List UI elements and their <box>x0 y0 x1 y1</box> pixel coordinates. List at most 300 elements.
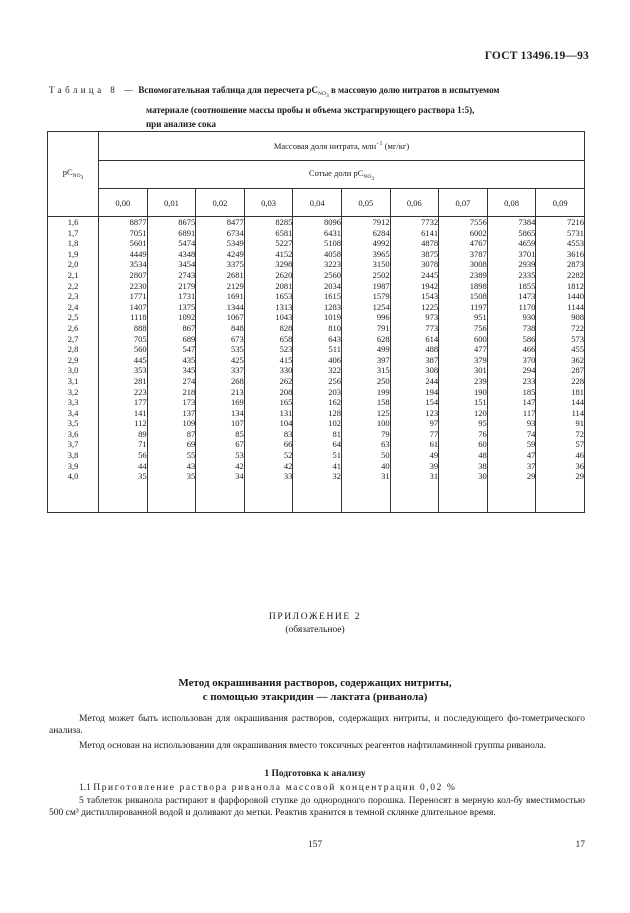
table-cell: 151 <box>474 397 487 408</box>
table-cell: 370 <box>522 354 536 365</box>
table-cell: 2560 <box>323 269 341 280</box>
table-cell: 756 <box>474 322 487 333</box>
table-cell: 3,3 <box>67 397 79 408</box>
table-cell: 445 <box>133 354 147 365</box>
table-cell: 2,1 <box>67 269 79 280</box>
table-cell: 114 <box>571 407 584 418</box>
table-cell: 308 <box>425 365 439 376</box>
table-cell: 2,3 <box>67 291 79 302</box>
table-cell: 181 <box>571 386 584 397</box>
table-cell: 2,8 <box>67 344 79 355</box>
table-cell: 29 <box>575 471 584 482</box>
table-cell: 48 <box>478 450 487 461</box>
caption-sub: NO3 <box>317 91 329 99</box>
table-cell: 2034 <box>323 280 341 291</box>
table-cell: 67 <box>235 439 244 450</box>
table-label: Таблица 8 — <box>49 85 137 95</box>
values-column <box>244 217 293 513</box>
table-cell: 1344 <box>226 301 244 312</box>
caption-line-3: при анализе сока <box>146 119 217 129</box>
table-cell: 791 <box>376 322 390 333</box>
table-cell: 3,9 <box>67 460 79 471</box>
table-cell: 573 <box>571 333 584 344</box>
table-cell: 600 <box>474 333 487 344</box>
table-cell: 3,0 <box>67 365 79 376</box>
table-cell: 30 <box>478 471 487 482</box>
table-cell: 83 <box>283 428 293 439</box>
table-cell: 6284 <box>372 227 390 238</box>
table-cell: 1,9 <box>67 248 79 259</box>
table-cell: 3008 <box>469 259 487 270</box>
table-cell: 2939 <box>518 259 536 270</box>
table-cell: 1855 <box>518 280 536 291</box>
table-cell: 2179 <box>178 280 196 291</box>
appendix-subtitle: (обязательное) <box>285 625 345 635</box>
table-cell: 2681 <box>226 269 244 280</box>
col-header: 0,07 <box>439 189 488 217</box>
table-cell: 42 <box>283 460 293 471</box>
table-cell: 1118 <box>130 312 147 323</box>
table-cell: 32 <box>332 471 341 482</box>
table-cell: 41 <box>332 460 341 471</box>
table-cell: 56 <box>138 450 147 461</box>
table-cell: 2,2 <box>67 280 79 291</box>
row-labels-column <box>48 217 99 513</box>
col-header: 0,01 <box>147 189 196 217</box>
table-cell: 8877 <box>129 217 147 227</box>
table-cell: 867 <box>182 322 196 333</box>
table-cell: 3701 <box>518 248 536 259</box>
table-cell: 3875 <box>421 248 439 259</box>
table-cell: 37 <box>526 460 536 471</box>
table-cell: 42 <box>235 460 244 471</box>
table-cell: 337 <box>231 365 244 376</box>
table-cell: 35 <box>186 471 196 482</box>
table-cell: 1691 <box>226 291 244 302</box>
table-cell: 301 <box>474 365 487 376</box>
table-cell: 330 <box>279 365 293 376</box>
table-cell: 169 <box>231 397 244 408</box>
table-cell: 8285 <box>275 217 293 227</box>
table-cell: 173 <box>182 397 196 408</box>
table-cell: 128 <box>328 407 341 418</box>
table-cell: 81 <box>332 428 341 439</box>
table-cell: 738 <box>522 322 536 333</box>
table-cell: 274 <box>182 375 196 386</box>
table-cell: 97 <box>429 418 439 429</box>
col-header: 0,03 <box>244 189 293 217</box>
table-cell: 930 <box>522 312 536 323</box>
table-cell: 379 <box>474 354 487 365</box>
col-header: 0,06 <box>390 189 439 217</box>
table-cell: 244 <box>425 375 439 386</box>
table-cell: 1543 <box>421 291 439 302</box>
table-cell: 60 <box>478 439 487 450</box>
table-cell: 199 <box>376 386 390 397</box>
table-cell: 137 <box>182 407 196 418</box>
table-cell: 3,7 <box>67 439 79 450</box>
table-cell: 4058 <box>323 248 341 259</box>
table-cell: 2,7 <box>67 333 79 344</box>
table-cell: 63 <box>381 439 390 450</box>
table-cell: 2335 <box>518 269 536 280</box>
table-cell: 2129 <box>226 280 244 291</box>
table-cell: 5865 <box>518 227 536 238</box>
table-cell: 7912 <box>372 217 390 227</box>
table-cell: 3298 <box>275 259 293 270</box>
table-cell: 7732 <box>421 217 439 227</box>
table-cell: 5349 <box>226 238 244 249</box>
table-cell: 55 <box>186 450 196 461</box>
table-cell: 185 <box>522 386 536 397</box>
table-cell: 4,0 <box>67 471 79 482</box>
table-cell: 1197 <box>470 301 487 312</box>
paragraph-2: Метод основан на использовании для окрашивания вместо токсичных реагентов нафтиламинной группы риванола. <box>79 741 547 751</box>
table-cell: 415 <box>279 354 293 365</box>
table-cell: 848 <box>231 322 244 333</box>
table-cell: 6431 <box>323 227 341 238</box>
table-cell: 239 <box>474 375 487 386</box>
caption-line-2: материале (соотношение массы пробы и объема экстрагирующего раствора 1:5), <box>146 105 475 115</box>
table-cell: 828 <box>279 322 293 333</box>
table-cell: 722 <box>571 322 584 333</box>
table-cell: 208 <box>279 386 293 397</box>
table-cell: 95 <box>478 418 487 429</box>
table-cell: 8096 <box>323 217 341 227</box>
table-cell: 158 <box>376 397 390 408</box>
table-cell: 1144 <box>567 301 584 312</box>
table-cell: 74 <box>526 428 536 439</box>
caption-title-a: Вспомогательная таблица для пересчета pC <box>138 85 318 95</box>
table-cell: 3,6 <box>67 428 79 439</box>
table-cell: 1731 <box>178 291 196 302</box>
table-cell: 43 <box>186 460 196 471</box>
table-cell: 1019 <box>323 312 341 323</box>
table-cell: 77 <box>429 428 439 439</box>
method-title-line-2: с помощью этакридин — лактата (риванола) <box>202 691 428 703</box>
sub-header: Сотые доли $pC_{NO_3}$ <box>99 161 585 189</box>
table-cell: 250 <box>376 375 390 386</box>
values-column <box>536 217 585 513</box>
table-cell: 64 <box>332 439 341 450</box>
table-cell: 31 <box>381 471 390 482</box>
table-cell: 466 <box>522 344 536 355</box>
table-cell: 322 <box>328 365 341 376</box>
table-cell: 31 <box>429 471 439 482</box>
table-cell: 4767 <box>469 238 487 249</box>
table-cell: 141 <box>133 407 147 418</box>
table-cell: 287 <box>571 365 584 376</box>
table-cell: 44 <box>138 460 147 471</box>
table-cell: 53 <box>235 450 244 461</box>
table-cell: 3,4 <box>67 407 79 418</box>
table-cell: 33 <box>283 471 293 482</box>
table-cell: 511 <box>328 344 341 355</box>
table-cell: 397 <box>376 354 390 365</box>
table-cell: 3965 <box>372 248 390 259</box>
table-cell: 109 <box>182 418 196 429</box>
table-cell: 6734 <box>226 227 244 238</box>
table-cell: 71 <box>138 439 147 450</box>
table-cell: 123 <box>425 407 439 418</box>
table-cell: 560 <box>133 344 147 355</box>
table-cell: 72 <box>575 428 584 439</box>
table-cell: 1254 <box>372 301 390 312</box>
table-cell: 2081 <box>275 280 293 291</box>
table-cell: 1375 <box>178 301 196 312</box>
table-cell: 614 <box>425 333 439 344</box>
table-cell: 1898 <box>469 280 487 291</box>
table-cell: 4449 <box>129 248 147 259</box>
table-cell: 6891 <box>178 227 196 238</box>
table-cell: 8675 <box>178 217 196 227</box>
table-cell: 213 <box>231 386 244 397</box>
table-cell: 165 <box>279 397 293 408</box>
table-cell: 3375 <box>226 259 244 270</box>
table-cell: 2743 <box>178 269 196 280</box>
table-cell: 406 <box>328 354 341 365</box>
table-cell: 1313 <box>275 301 293 312</box>
table-cell: 4659 <box>518 238 536 249</box>
caption-title-b: в массовую долю нитратов в испытуемом <box>330 85 500 95</box>
table-cell: 4878 <box>421 238 439 249</box>
table-cell: 499 <box>376 344 390 355</box>
table-cell: 1,8 <box>67 238 79 249</box>
table-cell: 345 <box>182 365 196 376</box>
table-cell: 673 <box>231 333 244 344</box>
table-cell: 85 <box>235 428 244 439</box>
table-cell: 59 <box>526 439 536 450</box>
table-cell: 1942 <box>421 280 439 291</box>
table-cell: 46 <box>575 450 584 461</box>
page-number-right: 17 <box>575 840 585 850</box>
table-cell: 4152 <box>275 248 293 259</box>
table-cell: 2389 <box>469 269 487 280</box>
table-cell: 51 <box>332 450 341 461</box>
table-cell: 5731 <box>567 227 584 238</box>
col-header: 0,04 <box>293 189 342 217</box>
table-cell: 4992 <box>372 238 390 249</box>
table-cell: 2620 <box>275 269 293 280</box>
col-header: 0,05 <box>341 189 390 217</box>
table-cell: 117 <box>522 407 536 418</box>
top-header: Массовая доля нитрата, млн$^{-1}$ (мг/кг) <box>99 132 585 161</box>
table-cell: 2,6 <box>67 322 79 333</box>
table-cell: 1407 <box>129 301 147 312</box>
table-cell: 586 <box>522 333 536 344</box>
table-cell: 2,0 <box>67 259 79 270</box>
table-cell: 35 <box>138 471 147 482</box>
table-cell: 547 <box>182 344 196 355</box>
table-cell: 228 <box>571 375 584 386</box>
table-cell: 281 <box>133 375 147 386</box>
table-cell: 1283 <box>323 301 341 312</box>
table-cell: 387 <box>425 354 439 365</box>
table-cell: 2,4 <box>67 301 79 312</box>
table-cell: 134 <box>231 407 244 418</box>
subsection-1-1: 1.1 Приготовление раствора риванола массовой концентрации 0,02 % <box>79 783 457 793</box>
page-number-center: 157 <box>307 840 323 850</box>
values-column <box>293 217 342 513</box>
values-column <box>99 217 148 513</box>
table-cell: 3078 <box>421 259 439 270</box>
table-cell: 3,8 <box>67 450 79 461</box>
table-cell: 689 <box>182 333 196 344</box>
table-cell: 57 <box>575 439 584 450</box>
values-column <box>439 217 488 513</box>
table-cell: 1771 <box>129 291 147 302</box>
col-header: 0,00 <box>99 189 148 217</box>
table-cell: 7384 <box>518 217 536 227</box>
table-cell: 1987 <box>372 280 390 291</box>
values-column <box>341 217 390 513</box>
table-cell: 89 <box>138 428 147 439</box>
table-cell: 951 <box>474 312 487 323</box>
table-cell: 203 <box>328 386 341 397</box>
table-cell: 61 <box>429 439 439 450</box>
table-cell: 40 <box>381 460 390 471</box>
table-cell: 3787 <box>469 248 487 259</box>
table-cell: 1067 <box>226 312 244 323</box>
conversion-table <box>47 131 585 513</box>
table-cell: 39 <box>429 460 439 471</box>
table-cell: 3,2 <box>67 386 79 397</box>
table-cell: 435 <box>182 354 196 365</box>
table-cell: 104 <box>279 418 293 429</box>
table-cell: 49 <box>429 450 439 461</box>
table-cell: 2873 <box>567 259 584 270</box>
table-cell: 2282 <box>567 269 584 280</box>
table-cell: 315 <box>376 365 390 376</box>
table-cell: 1812 <box>567 280 584 291</box>
table-cell: 810 <box>328 322 341 333</box>
values-column <box>487 217 536 513</box>
table-cell: 3150 <box>372 259 390 270</box>
table-cell: 76 <box>478 428 487 439</box>
table-cell: 112 <box>134 418 147 429</box>
table-cell: 1092 <box>178 312 196 323</box>
table-cell: 973 <box>425 312 439 323</box>
table-cell: 1225 <box>421 301 439 312</box>
table-cell: 425 <box>231 354 244 365</box>
table-cell: 4249 <box>226 248 244 259</box>
table-cell: 705 <box>133 333 147 344</box>
table-cell: 194 <box>425 386 439 397</box>
table-cell: 455 <box>571 344 584 355</box>
table-cell: 2230 <box>129 280 147 291</box>
table-cell: 69 <box>186 439 196 450</box>
table-cell: 7216 <box>567 217 584 227</box>
table-cell: 7051 <box>129 227 147 238</box>
table-cell: 5474 <box>178 238 196 249</box>
table-cell: 658 <box>279 333 293 344</box>
table-cell: 996 <box>376 312 390 323</box>
table-cell: 50 <box>381 450 390 461</box>
table-cell: 5601 <box>129 238 147 249</box>
table-cell: 177 <box>133 397 147 408</box>
table-cell: 908 <box>571 312 584 323</box>
table-cell: 5108 <box>323 238 341 249</box>
table-cell: 3,5 <box>67 418 79 429</box>
table-cell: 1440 <box>567 291 584 302</box>
table-cell: 1653 <box>275 291 293 302</box>
appendix-title: ПРИЛОЖЕНИЕ 2 <box>268 612 362 622</box>
table-cell: 36 <box>575 460 584 471</box>
table-cell: 2502 <box>372 269 390 280</box>
col-header: 0,02 <box>196 189 245 217</box>
table-cell: 87 <box>186 428 196 439</box>
table-cell: 233 <box>522 375 536 386</box>
table-cell: 190 <box>474 386 487 397</box>
table-cell: 888 <box>133 322 147 333</box>
table-cell: 4553 <box>567 238 584 249</box>
table-cell: 256 <box>328 375 341 386</box>
table-cell: 1508 <box>469 291 487 302</box>
table-cell: 6141 <box>421 227 439 238</box>
table-cell: 91 <box>575 418 584 429</box>
table-cell: 102 <box>328 418 341 429</box>
section-heading: 1 Подготовка к анализу <box>264 769 366 779</box>
table-cell: 643 <box>328 333 341 344</box>
table-cell: 223 <box>133 386 147 397</box>
table-cell: 3223 <box>323 259 341 270</box>
table-cell: 1579 <box>372 291 390 302</box>
table-cell: 773 <box>425 322 439 333</box>
table-cell: 38 <box>478 460 487 471</box>
table-cell: 218 <box>182 386 196 397</box>
table-cell: 100 <box>376 418 390 429</box>
table-cell: 1473 <box>518 291 536 302</box>
table-cell: 268 <box>231 375 244 386</box>
table-cell: 7556 <box>469 217 487 227</box>
paragraph-3: 5 таблеток риванола растирают в фарфоровой ступке до однородного порошка. Переносят в мерную кол-бу вместимостью 500 см³ дистиллированной водой и доливают до метки. Реактив хранится в темной склянке длительное время. <box>49 796 585 818</box>
table-cell: 52 <box>283 450 293 461</box>
table-cell: 147 <box>522 397 536 408</box>
table-cell: 107 <box>231 418 244 429</box>
table-cell: 2,9 <box>67 354 79 365</box>
table-cell: 125 <box>376 407 390 418</box>
table-cell: 66 <box>283 439 293 450</box>
table-cell: 8477 <box>226 217 244 227</box>
values-column <box>147 217 196 513</box>
table-cell: 488 <box>425 344 439 355</box>
table-cell: 93 <box>526 418 536 429</box>
table-cell: 477 <box>474 344 487 355</box>
table-cell: 1170 <box>518 301 536 312</box>
table-cell: 79 <box>381 428 390 439</box>
method-title-line-1: Метод окрашивания растворов, содержащих нитриты, <box>178 677 452 689</box>
table-cell: 523 <box>279 344 293 355</box>
paragraph-1: Метод может быть использован для окрашивания растворов, содержащих нитриты, и последующего фо-тометрического анализа. <box>49 714 585 736</box>
table-cell: 353 <box>133 365 147 376</box>
table-cell: 5227 <box>275 238 293 249</box>
table-cell: 6002 <box>469 227 487 238</box>
table-cell: 34 <box>235 471 244 482</box>
table-cell: 131 <box>279 407 293 418</box>
table-cell: 29 <box>526 471 536 482</box>
table-cell: 3,1 <box>67 375 79 386</box>
table-cell: 2,5 <box>67 312 79 323</box>
table-cell: 2807 <box>129 269 147 280</box>
table-cell: 1,7 <box>67 227 79 238</box>
values-column <box>196 217 245 513</box>
table-cell: 162 <box>328 397 341 408</box>
values-column <box>390 217 439 513</box>
table-cell: 628 <box>376 333 390 344</box>
table-cell: 535 <box>231 344 244 355</box>
table-cell: 6581 <box>275 227 293 238</box>
table-cell: 120 <box>474 407 487 418</box>
